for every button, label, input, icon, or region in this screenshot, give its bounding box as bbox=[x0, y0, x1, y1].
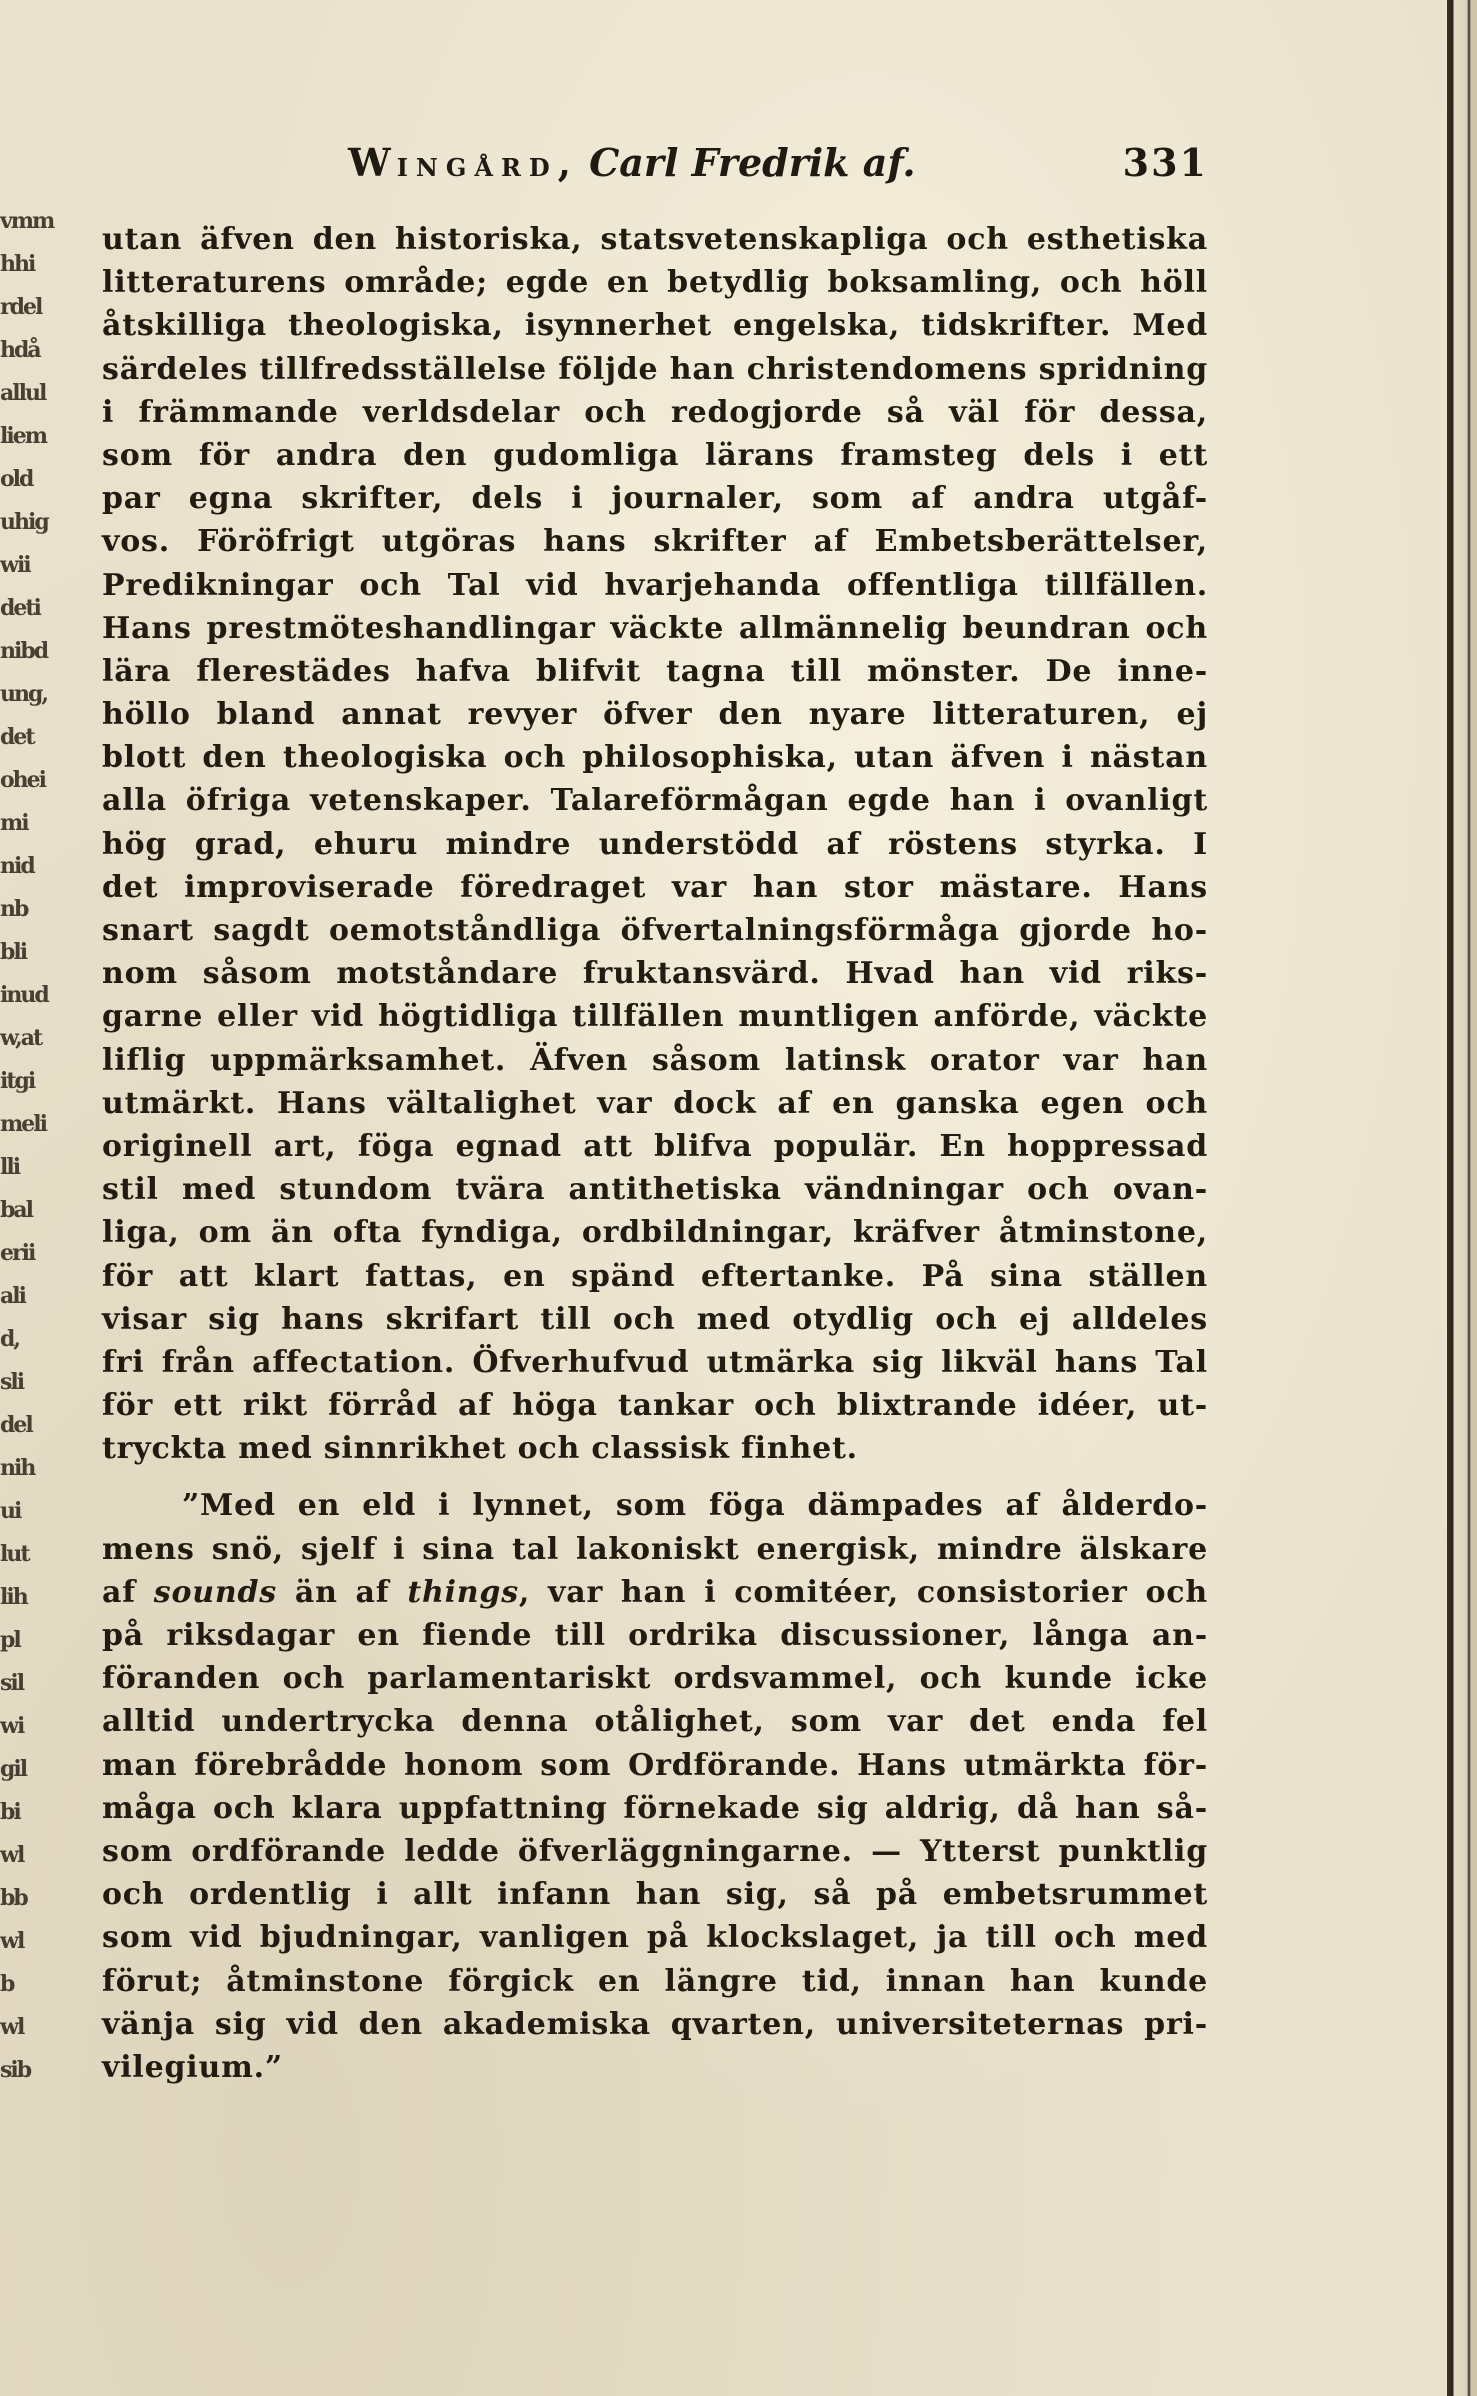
text-line: som vid bjudningar, vanligen på klockslaget, ja till och med bbox=[102, 1920, 1208, 1956]
text-line: Hans prestmöteshandlingar väckte allmännelig beundran och bbox=[102, 610, 1208, 646]
text-line: ”Med en eld i lynnet, som föga dämpades af ålderdo- bbox=[182, 1488, 1208, 1524]
text-line: för ett rikt förråd af höga tankar och blixtrande idéer, ut- bbox=[102, 1388, 1208, 1424]
italic-word-sounds: sounds bbox=[153, 1574, 277, 1610]
text-line: nom såsom motståndare fruktansvärd. Hvad han vid riks- bbox=[102, 956, 1208, 992]
text-line: man förebrådde honom som Ordförande. Hans utmärkta för- bbox=[102, 1747, 1208, 1783]
text-line: utan äfven den historiska, statsvetenskapliga och esthetiska bbox=[102, 222, 1208, 257]
text-line: liflig uppmärksamhet. Äfven såsom latinsk orator var han bbox=[102, 1042, 1208, 1078]
text-line: som ordförande ledde öfverläggningarne. — Ytterst punktlig bbox=[102, 1833, 1208, 1869]
text-line: som för andra den gudomliga lärans framsteg dels i ett bbox=[102, 437, 1208, 473]
running-head bbox=[348, 140, 1208, 200]
author-surname-rest: INGÅRD bbox=[396, 153, 558, 182]
text-line: utmärkt. Hans vältalighet var dock af en ganska egen och bbox=[102, 1085, 1208, 1121]
text-line: alltid undertrycka denna otålighet, som var det enda fel bbox=[102, 1704, 1208, 1740]
text-line: snart sagdt oemotståndliga öfvertalningsförmåga gjorde ho- bbox=[102, 913, 1208, 948]
text-line: alla öfriga vetenskaper. Talareförmågan egde han i ovanligt bbox=[102, 783, 1208, 819]
text-line: åtskilliga theologiska, isynnerhet engelska, tidskrifter. Med bbox=[102, 308, 1208, 344]
facing-page-bleed-through: vmm hhi rdel hdå allul liem old uhig wii deti nibd ung, det ohei mi nid nb bli inud w,at itgi meli lli bal erii ali d, sli del nih ui lut lih pl sil wi gil bi wl bb wl b wl sib bbox=[0, 208, 54, 2083]
text-line: garne eller vid högtidliga tillfällen muntligen anförde, väckte bbox=[102, 999, 1208, 1035]
text-line: det improviserade föredraget var han stor mästare. Hans bbox=[102, 869, 1208, 905]
text-line: Predikningar och Tal vid hvarjehanda offentliga tillfällen. bbox=[102, 567, 1208, 603]
text-line: särdeles tillfredsställelse följde han christendomens spridning bbox=[102, 351, 1208, 387]
paragraph-2 bbox=[102, 1484, 1208, 2089]
text-line: tryckta med sinnrikhet och classisk finhet. bbox=[102, 1431, 858, 1467]
text-line: fri från affectation. Öfverhufvud utmärka sig likväl hans Tal bbox=[102, 1344, 1208, 1380]
text-line: hög grad, ehuru mindre understödd af röstens styrka. I bbox=[102, 826, 1208, 862]
text-line: måga och klara uppfattning förnekade sig aldrig, då han så- bbox=[102, 1790, 1208, 1826]
text-line: föranden och parlamentariskt ordsvammel, och kunde icke bbox=[102, 1661, 1208, 1697]
text-line: höllo bland annat revyer öfver den nyare litteraturen, ej bbox=[102, 697, 1208, 733]
text-line: stil med stundom tvära antithetiska vändningar och ovan- bbox=[102, 1172, 1208, 1208]
author-given-names: Carl Fredrik af. bbox=[589, 140, 916, 185]
text-line: af sounds än af things, var han i comitéer, consistorier och bbox=[102, 1574, 1208, 1610]
text-line: förut; åtminstone förgick en längre tid, innan han kunde bbox=[102, 1963, 1208, 1999]
text-line: litteraturens område; egde en betydlig boksamling, och höll bbox=[102, 265, 1208, 301]
body-text bbox=[102, 218, 1208, 2089]
text-line: blott den theologiska och philosophiska, utan äfven i nästan bbox=[102, 740, 1208, 776]
paragraph-1 bbox=[102, 218, 1208, 1470]
running-head-separator: , bbox=[557, 140, 577, 185]
running-head-title bbox=[348, 140, 916, 185]
text-line: vos. Föröfrigt utgöras hans skrifter af Embetsberättelser, bbox=[102, 524, 1208, 560]
text-line: mens snö, sjelf i sina tal lakoniskt energisk, mindre älskare bbox=[102, 1531, 1208, 1567]
page-number: 331 bbox=[1122, 140, 1208, 185]
text-line: vilegium.” bbox=[102, 2049, 283, 2085]
text-line: visar sig hans skrifart till och med otydlig och ej alldeles bbox=[102, 1301, 1208, 1337]
page-edge-shadow bbox=[1447, 0, 1477, 2396]
text-line: vänja sig vid den akademiska qvarten, universiteternas pri- bbox=[102, 2006, 1208, 2042]
text-line: för att klart fattas, en spänd eftertanke. På sina ställen bbox=[102, 1258, 1208, 1294]
text-line: i främmande verldsdelar och redogjorde så väl för dessa, bbox=[102, 394, 1208, 430]
text-line: par egna skrifter, dels i journaler, som af andra utgåf- bbox=[102, 481, 1208, 517]
text-line: och ordentlig i allt infann han sig, så på embetsrummet bbox=[102, 1877, 1208, 1913]
italic-word-things: things bbox=[407, 1574, 519, 1610]
text-line: originell art, föga egnad att blifva populär. En hoppressad bbox=[102, 1128, 1208, 1164]
text-line: lära flerestädes hafva blifvit tagna till mönster. De inne- bbox=[102, 653, 1208, 689]
text-line: liga, om än ofta fyndiga, ordbildningar, kräfver åtminstone, bbox=[102, 1215, 1208, 1251]
author-initial: W bbox=[348, 140, 397, 185]
text-line: på riksdagar en fiende till ordrika discussioner, långa an- bbox=[102, 1618, 1208, 1653]
